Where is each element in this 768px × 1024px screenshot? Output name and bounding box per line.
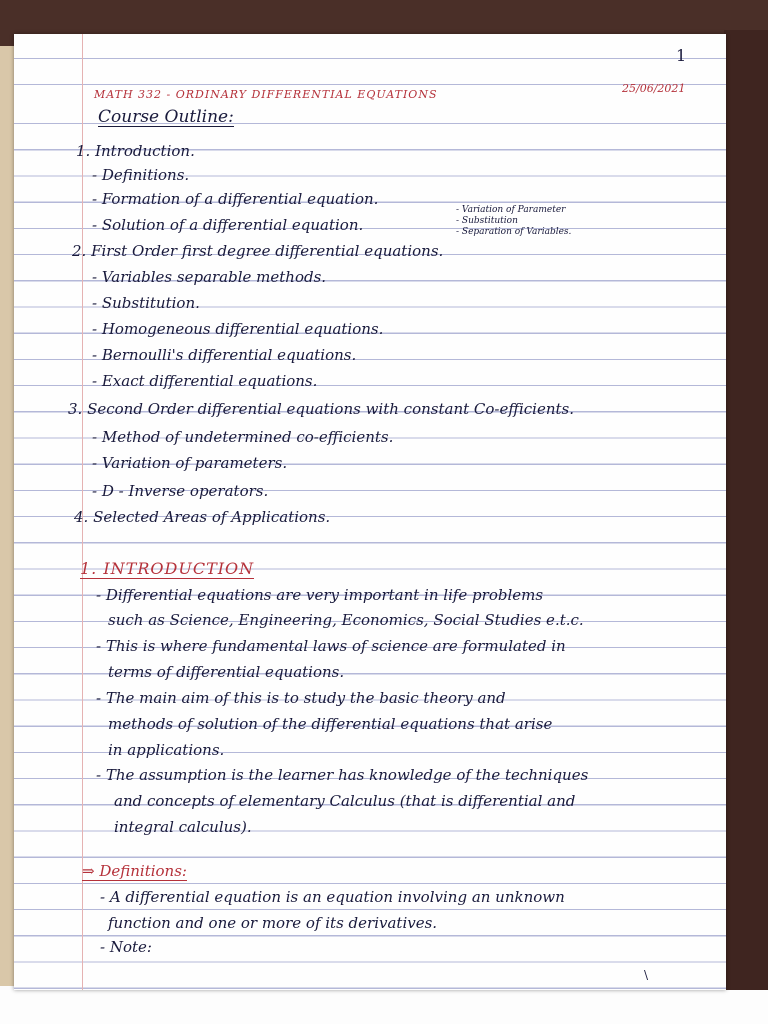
definitions-line: - Note: — [100, 938, 152, 956]
outline-item: - Bernoulli's differential equations. — [92, 346, 357, 364]
introduction-line: - The main aim of this is to study the basic theory and — [96, 689, 506, 707]
background-bottom — [0, 990, 768, 1024]
outline-item: 2. First Order first degree differential equations. — [72, 242, 444, 260]
outline-item: - Formation of a differential equation. — [92, 190, 379, 208]
definitions-line: - A differential equation is an equation involving an unknown — [100, 888, 565, 906]
outline-item: - Homogeneous differential equations. — [92, 320, 384, 338]
introduction-line: and concepts of elementary Calculus (that is differential and — [114, 792, 576, 810]
pen-mark: \ — [644, 968, 649, 982]
introduction-line: such as Science, Engineering, Economics, Social Studies e.t.c. — [108, 611, 584, 629]
outline-item: - Substitution. — [92, 294, 200, 312]
introduction-line: - Differential equations are very important in life problems — [96, 586, 544, 604]
outline-item: - Definitions. — [92, 166, 190, 184]
introduction-line: - The assumption is the learner has knowledge of the techniques — [96, 766, 589, 784]
outline-heading: Course Outline: — [98, 107, 234, 127]
outline-item: 3. Second Order differential equations with constant Co-efficients. — [68, 400, 575, 418]
outline-item: - Variation of parameters. — [92, 454, 288, 472]
notebook-left-edge — [0, 46, 14, 986]
definitions-line: function and one or more of its derivatives. — [108, 914, 438, 932]
side-note: - Variation of Parameter — [456, 205, 566, 215]
definitions-heading: ⇒ Definitions: — [82, 862, 187, 880]
outline-item: 1. Introduction. — [76, 142, 195, 160]
outline-item: - Method of undetermined co-efficients. — [92, 428, 394, 446]
outline-item: 4. Selected Areas of Applications. — [74, 508, 331, 526]
date: 25/06/2021 — [622, 82, 686, 95]
outline-item: - Solution of a differential equation. — [92, 216, 364, 234]
introduction-line: integral calculus). — [114, 818, 252, 836]
outline-item: - Exact differential equations. — [92, 372, 318, 390]
course-title: MATH 332 - ORDINARY DIFFERENTIAL EQUATIONS — [94, 88, 438, 101]
background-right — [724, 30, 768, 990]
outline-item: - Variables separable methods. — [92, 268, 327, 286]
side-note: - Substitution — [456, 216, 518, 226]
page-number: 1 — [676, 46, 687, 65]
side-note: - Separation of Variables. — [456, 227, 572, 237]
outline-item: - D - Inverse operators. — [92, 482, 269, 500]
introduction-line: in applications. — [108, 741, 225, 759]
introduction-heading: 1. INTRODUCTION — [80, 559, 255, 578]
introduction-line: terms of differential equations. — [108, 663, 345, 681]
introduction-line: methods of solution of the differential equations that arise — [108, 715, 553, 733]
introduction-line: - This is where fundamental laws of science are formulated in — [96, 637, 566, 655]
